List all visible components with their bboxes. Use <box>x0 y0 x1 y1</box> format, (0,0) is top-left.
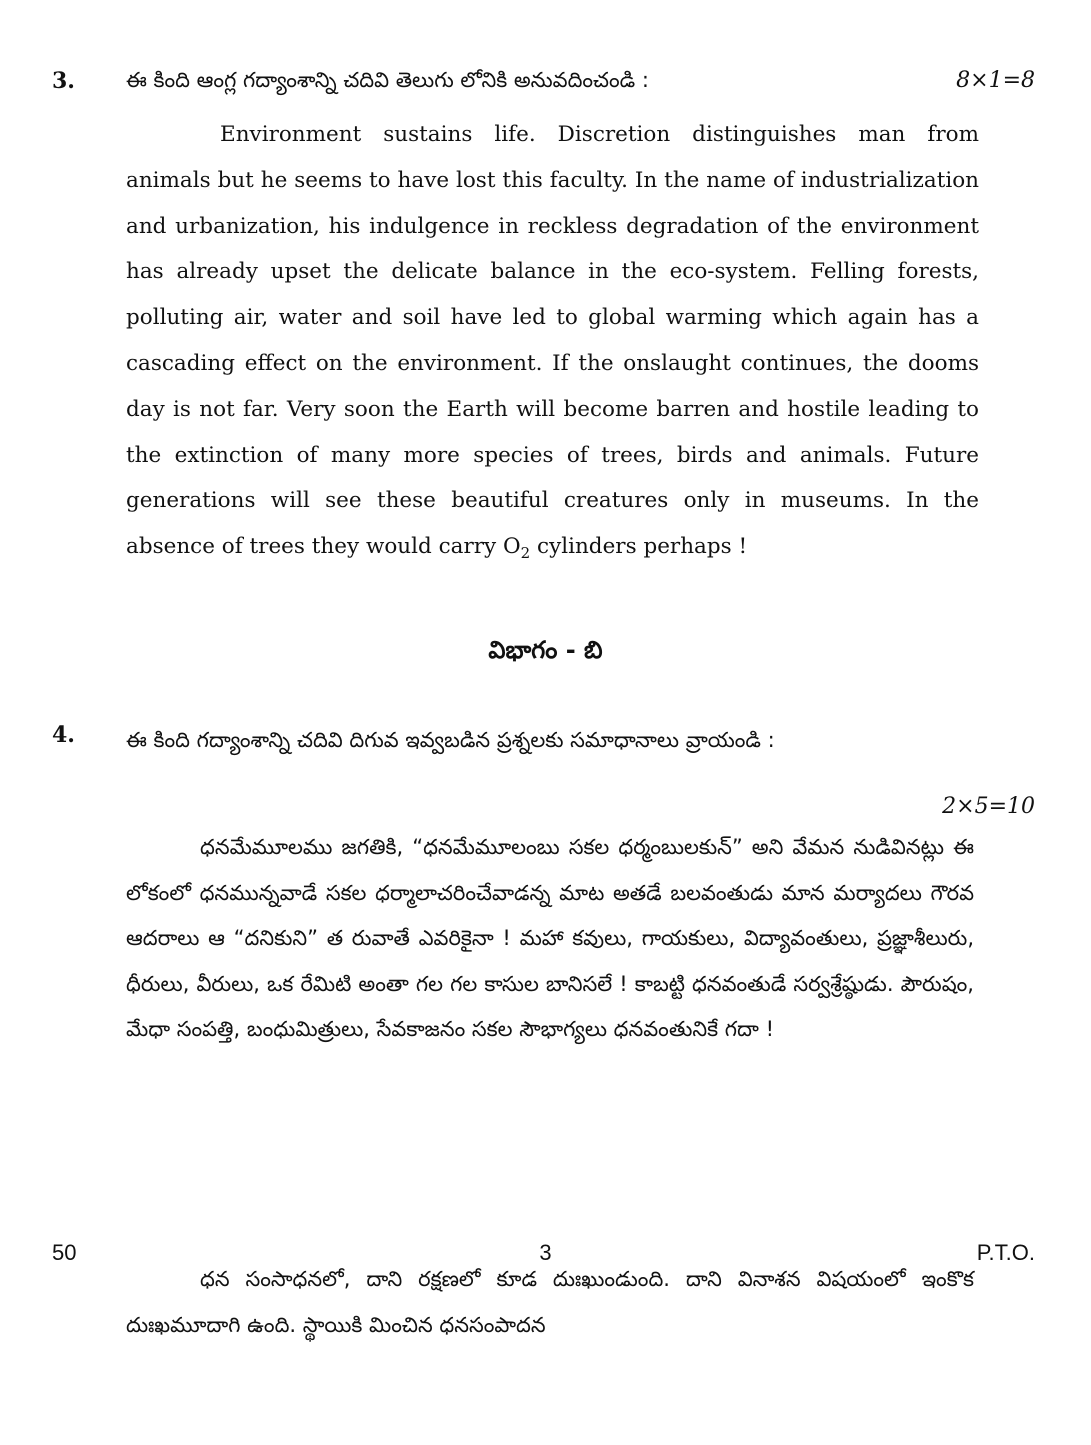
question-3-marks: 8×1=8 <box>956 68 1035 93</box>
section-heading: విభాగం - బి <box>488 636 603 664</box>
question-3-number: 3. <box>52 68 75 94</box>
english-passage-main: Environment sustains life. Discretion distinguishes man from animals but he seems to have lost this faculty. In the name of industrialization and urbanization, his indulgence in reckless degradation of the environment has already upset the delicate balance in the eco-system. Felling forests, polluting air, water and soil have led to global warming which again has a cascading effect on the environment. If the onslaught continues, the dooms day is not far. Very soon the Earth will become barren and hostile leading to the extinction of many more species of trees, birds and animals. Future generations will see these beautiful creatures only in museums. In the absence of trees they would carry O <box>126 122 979 560</box>
telugu-passage-paragraph-2: ధన సంసాధనలో, దాని రక్షణలో కూడ దుఃఖుండుంది. దాని వినాశన విషయంలో ఇంకొక దుఃఖమూదాగి ఉంది. స్థాయికి మించిన ధనసంపాదన <box>126 1267 974 1337</box>
english-passage-subscript: 2 <box>520 544 531 563</box>
telugu-passage-paragraph-1: ధనమేమూలము జగతికి, “ధనమేమూలంబు సకల ధర్మంబులకున్” అని వేమన నుడివినట్లు ఈ లోకంలో ధనమున్నవాడే సకల ధర్మాలాచరించేవాడన్న మాట అతడే బలవంతుడు మాన మర్యాదలు గౌరవ ఆదరాలు ఆ “దనికుని” త రువాతే ఎవరికైనా ! మహా కవులు, గాయకులు, విద్యావంతులు, ప్రజ్ఞాశీలురు, ధీరులు, వీరులు, ఒక రేమిటి అంతా గల గల కాసుల బానిసలే ! కాబట్టి ధనవంతుడే సర్వశ్రేష్ఠుడు. పౌరుషం, మేధా సంపత్తి, బంధుమిత్రులు, సేవకాజనం సకల సౌభాగ్యలు ధనవంతునికే గదా ! <box>126 835 974 1041</box>
question-3-instruction: ఈ కింది ఆంగ్ల గద్యాంశాన్ని చదివి తెలుగు లోనికి అనువదించండి : <box>126 68 649 92</box>
english-passage-end: cylinders perhaps ! <box>530 534 748 560</box>
question-4-instruction: ఈ కింది గద్యాంశాన్ని చదివి దిగువ ఇవ్వబడిన ప్రశ్నలకు సమాధానాలు వ్రాయండి : <box>126 728 775 752</box>
question-4-number: 4. <box>52 722 75 748</box>
english-passage <box>126 112 979 577</box>
footer-paper-code: 50 <box>52 1240 77 1265</box>
question-4-marks: 2×5=10 <box>942 794 1035 819</box>
footer-page-number: 3 <box>539 1240 552 1265</box>
footer-pto: P.T.O. <box>976 1240 1035 1265</box>
